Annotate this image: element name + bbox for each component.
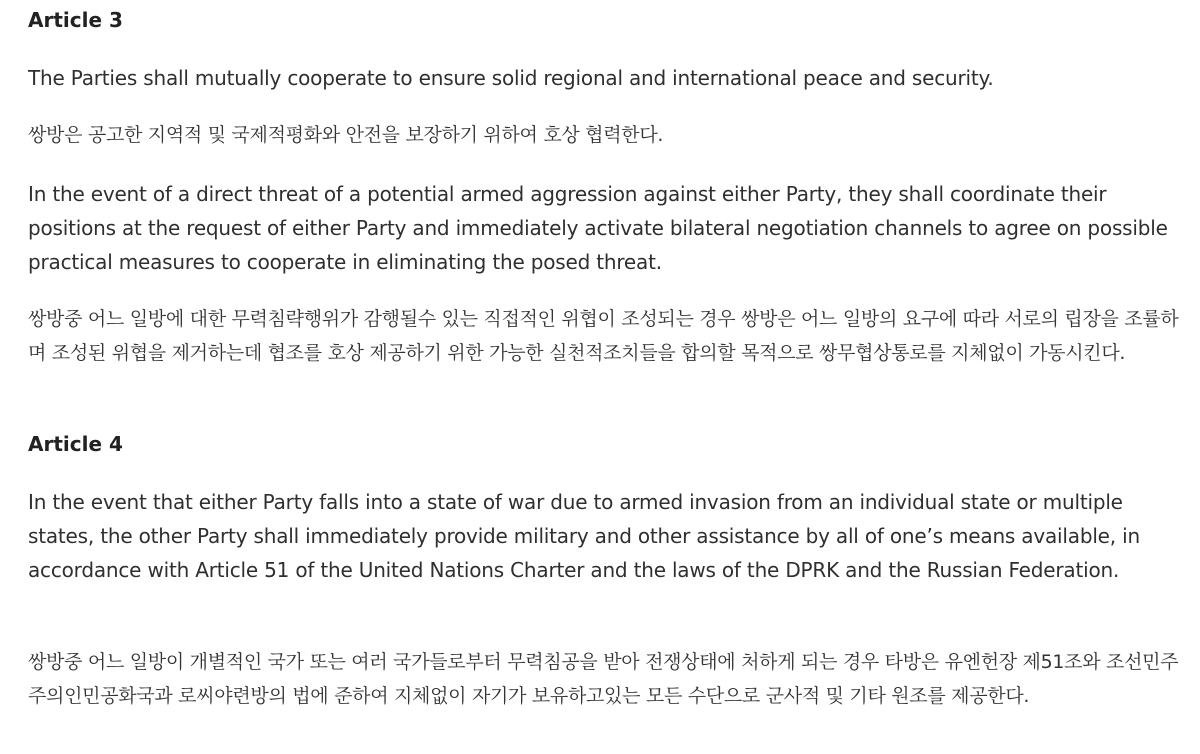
article-4-paragraph-korean: 쌍방중 어느 일방이 개별적인 국가 또는 여러 국가들로부터 무력침공을 받아 전쟁상태에 처하게 되는 경우 타방은 유엔헌장 제51조와 조선민주주의인민공화국과 로씨야련방의 법에 준하여 지체없이 자기가 보유하고있는 모든 수단으로 군사적 및 기타 원조를 제공한다. xyxy=(28,651,1179,707)
article-4-paragraph-english: In the event that either Party falls into a state of war due to armed invasion from an individual state or multiple states, the other Party shall immediately provide military and other assistance by all of one’s means available, in accordance with Article 51 of the United Nations Charter and the laws of the DPRK and the Russian Federation. xyxy=(28,490,1140,582)
article-3-paragraph-korean-2: 쌍방중 어느 일방에 대한 무력침략행위가 감행될수 있는 직접적인 위협이 조성되는 경우 쌍방은 어느 일방의 요구에 따라 서로의 립장을 조률하며 조성된 위협을 제거하는데 협조를 호상 제공하기 위한 가능한 실천적조치들을 합의할 목적으로 쌍무협상통로를 지체없이 가동시킨다. xyxy=(28,308,1179,364)
article-3-paragraph-korean-1: 쌍방은 공고한 지역적 및 국제적평화와 안전을 보장하기 위하여 호상 협력한다. xyxy=(28,124,664,146)
article-3-paragraph-english-2: In the event of a direct threat of a potential armed aggression against either Party, they shall coordinate their positions at the request of either Party and immediately activate bilateral negotiation channels to agree on possible practical measures to cooperate in eliminating the posed threat. xyxy=(28,182,1168,274)
article-3-heading: Article 3 xyxy=(28,8,123,32)
article-3-paragraph-english-1: The Parties shall mutually cooperate to ensure solid regional and international peace and security. xyxy=(28,66,994,90)
article-4-heading: Article 4 xyxy=(28,432,123,456)
